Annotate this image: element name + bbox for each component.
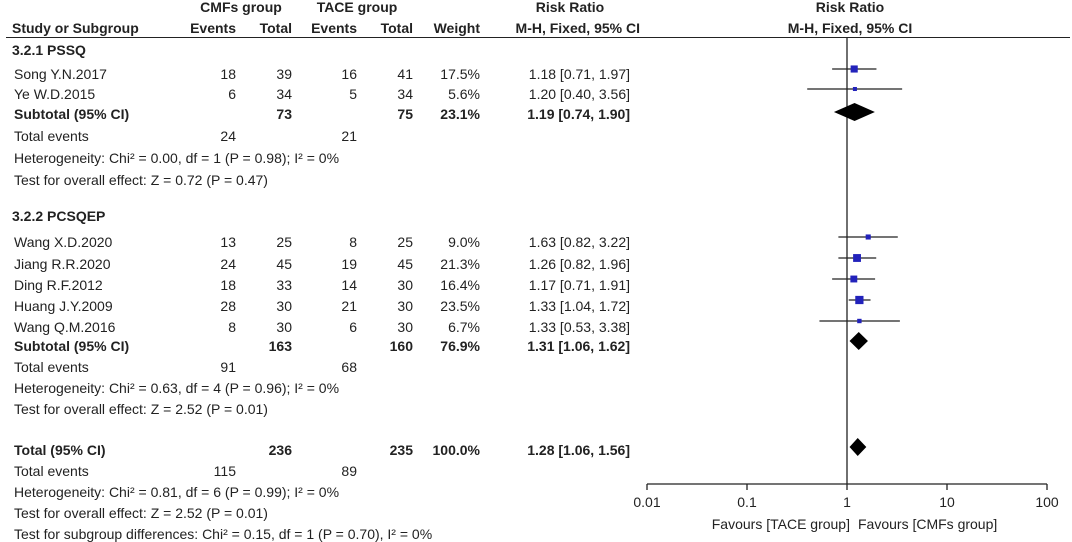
total1-header: Total [259,20,292,36]
events-cmfs: 28 [220,298,236,314]
subtotal-label: Subtotal (95% CI) [14,338,130,354]
study-name: Ye W.D.2015 [14,86,96,102]
total-tace: 41 [397,66,413,82]
favours-right-label: Favours [CMFs group] [858,516,998,532]
subtotal-total-tace: 160 [389,338,413,354]
events-cmfs: 6 [228,86,236,102]
study-weight: 16.4% [440,277,480,293]
study-weight: 23.5% [440,298,480,314]
total-events-cmfs: 91 [220,359,236,375]
total-cmfs: 45 [276,256,292,272]
heterogeneity-text: Heterogeneity: Chi² = 0.00, df = 1 (P = 0.98); I² = 0% [14,150,340,166]
total-events-cmfs: 115 [213,463,236,479]
total-events-tace: 89 [341,463,357,479]
events-tace: 8 [349,234,357,250]
study-point [851,65,858,72]
total-events-label: Total events [14,359,89,375]
study-point [853,87,857,91]
events-tace: 21 [341,298,357,314]
total-diamond [850,438,867,456]
total-events-cmfs: 24 [220,128,236,144]
total-weight: 100.0% [432,442,480,458]
total-cmfs: 39 [276,66,292,82]
study-name: Wang Q.M.2016 [14,319,116,335]
study-weight: 6.7% [448,319,480,335]
subtotal-diamond [850,332,868,350]
total-events-tace: 68 [341,359,357,375]
subgroup-title: 3.2.2 PCSQEP [12,208,106,224]
x-tick-label: 10 [939,494,955,510]
total-label: Total (95% CI) [14,442,106,458]
overall-effect-text: Test for overall effect: Z = 2.52 (P = 0.01) [14,505,268,521]
study-ci: 1.20 [0.40, 3.56] [528,86,630,102]
study-name: Jiang R.R.2020 [14,256,111,272]
total-events-label: Total events [14,128,89,144]
total-total-tace: 235 [389,442,413,458]
events-tace: 14 [341,277,357,293]
study-name: Huang J.Y.2009 [14,298,113,314]
subtotal-ci: 1.31 [1.06, 1.62] [527,338,630,354]
events-cmfs: 8 [228,319,236,335]
heterogeneity-text: Heterogeneity: Chi² = 0.81, df = 6 (P = 0.99); I² = 0% [14,484,340,500]
study-ci: 1.33 [0.53, 3.38] [528,319,630,335]
study-ci: 1.18 [0.71, 1.97] [528,66,630,82]
study-ci: 1.33 [1.04, 1.72] [528,298,630,314]
study-point [853,254,861,262]
x-tick-label: 100 [1035,494,1059,510]
group2-header: TACE group [316,0,398,15]
total-cmfs: 33 [276,277,292,293]
heterogeneity-text: Heterogeneity: Chi² = 0.63, df = 4 (P = 0.96); I² = 0% [14,380,340,396]
events-cmfs: 18 [220,277,236,293]
group1-header: CMFs group [200,0,282,15]
total-total-cmfs: 236 [268,442,292,458]
total-events-label: Total events [14,463,89,479]
total-cmfs: 25 [276,234,292,250]
study-name: Ding R.F.2012 [14,277,103,293]
events-tace: 5 [349,86,357,102]
total-ci: 1.28 [1.06, 1.56] [527,442,630,458]
study-weight: 17.5% [440,66,480,82]
x-tick-label: 1 [843,494,851,510]
study-name: Song Y.N.2017 [14,66,107,82]
study-point [855,296,863,304]
study-weight: 21.3% [440,256,480,272]
study-point [850,276,857,283]
plot-header-method: M-H, Fixed, 95% CI [787,20,913,36]
x-tick-label: 0.1 [737,494,757,510]
total-cmfs: 30 [276,319,292,335]
events-cmfs: 18 [220,66,236,82]
subtotal-total-tace: 75 [397,106,413,122]
total-tace: 34 [397,86,413,102]
weight-header: Weight [433,20,480,36]
total2-header: Total [380,20,413,36]
study-ci: 1.63 [0.82, 3.22] [528,234,630,250]
subtotal-ci: 1.19 [0.74, 1.90] [527,106,630,122]
total-tace: 45 [397,256,413,272]
events1-header: Events [190,20,236,36]
events-cmfs: 13 [220,234,236,250]
total-tace: 25 [397,234,413,250]
study-ci: 1.26 [0.82, 1.96] [528,256,630,272]
study-name: Wang X.D.2020 [14,234,113,250]
plot-header-title: Risk Ratio [815,0,885,15]
total-tace: 30 [397,298,413,314]
subtotal-diamond [834,103,875,121]
study-point [866,234,871,239]
subtotal-total-cmfs: 73 [276,106,292,122]
favours-left-label: Favours [TACE group] [711,516,850,532]
total-events-tace: 21 [341,128,357,144]
subgroup-differences-text: Test for subgroup differences: Chi² = 0.15, df = 1 (P = 0.70), I² = 0% [14,526,433,542]
events-tace: 19 [341,256,357,272]
overall-effect-text: Test for overall effect: Z = 0.72 (P = 0.47) [14,172,268,188]
study-weight: 5.6% [448,86,480,102]
events2-header: Events [311,20,357,36]
study-header: Study or Subgroup [12,20,139,36]
total-tace: 30 [397,319,413,335]
subtotal-total-cmfs: 163 [268,338,292,354]
study-point [857,319,861,323]
events-tace: 16 [341,66,357,82]
study-weight: 9.0% [448,234,480,250]
subtotal-weight: 76.9% [440,338,480,354]
study-ci: 1.17 [0.71, 1.91] [528,277,630,293]
overall-effect-text: Test for overall effect: Z = 2.52 (P = 0.01) [14,401,268,417]
rr-header-method: M-H, Fixed, 95% CI [515,20,640,36]
subtotal-label: Subtotal (95% CI) [14,106,130,122]
total-cmfs: 34 [276,86,292,102]
total-cmfs: 30 [276,298,292,314]
events-cmfs: 24 [220,256,236,272]
subtotal-weight: 23.1% [440,106,480,122]
subgroup-title: 3.2.1 PSSQ [12,42,86,58]
events-tace: 6 [349,319,357,335]
rr-header-title: Risk Ratio [535,0,605,15]
x-tick-label: 0.01 [633,494,661,510]
total-tace: 30 [397,277,413,293]
